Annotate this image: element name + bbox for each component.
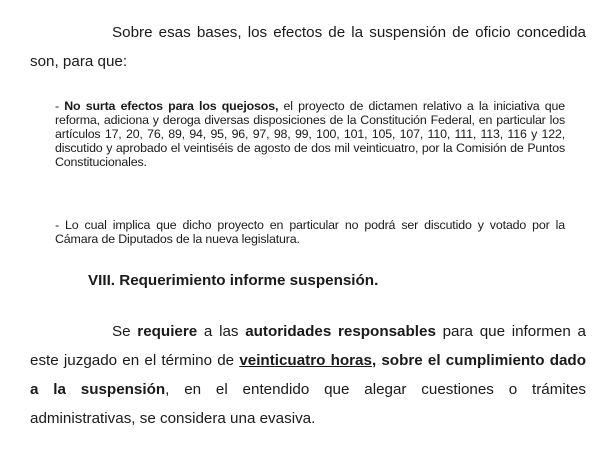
paragraph-requirement — [30, 317, 586, 433]
text-segment: para que informen a este juzgado en el término de — [30, 323, 586, 369]
text-segment: Se — [112, 323, 138, 340]
bold-autoridades: autoridades responsables — [245, 323, 436, 340]
bold-cumplimiento: , sobre el cumplimiento dado a la suspensión — [30, 352, 586, 398]
quote-block-1 — [55, 99, 565, 169]
bold-underline-horas: veinticuatro horas — [239, 352, 372, 369]
quote-body: el proyecto de dictamen relativo a la iniciativa que reforma, adiciona y deroga diversas disposiciones de la Constitución Federal, en particular los artículos 17, 20, 76, 89, 94, 95, 96, 97, 98, 99, 100, 101, 105, 107, 110, 111, 113, 116 y 122, discutido y aprobado el veintiséis de agosto de dos mil veinticuatro, por la Comisión de Puntos Constitucionales. — [55, 99, 565, 169]
text-segment: a las — [197, 323, 246, 340]
text-segment: , en el entendido que alegar cuestiones o trámites administrativas, se considera una evasiva. — [30, 381, 586, 427]
bold-requiere: requiere — [137, 323, 198, 340]
quote-dash: - — [55, 99, 59, 113]
quote-block-2: - Lo cual implica que dicho proyecto en particular no podrá ser discutido y votado por la Cámara de Diputados de la nueva legislatura. — [55, 218, 565, 246]
section-heading: VIII. Requerimiento informe suspensión. — [88, 272, 379, 289]
quote-bold-lead: No surta efectos para los quejosos, — [58, 99, 279, 113]
paragraph-intro: Sobre esas bases, los efectos de la suspensión de oficio concedida son, para que: — [30, 24, 586, 70]
